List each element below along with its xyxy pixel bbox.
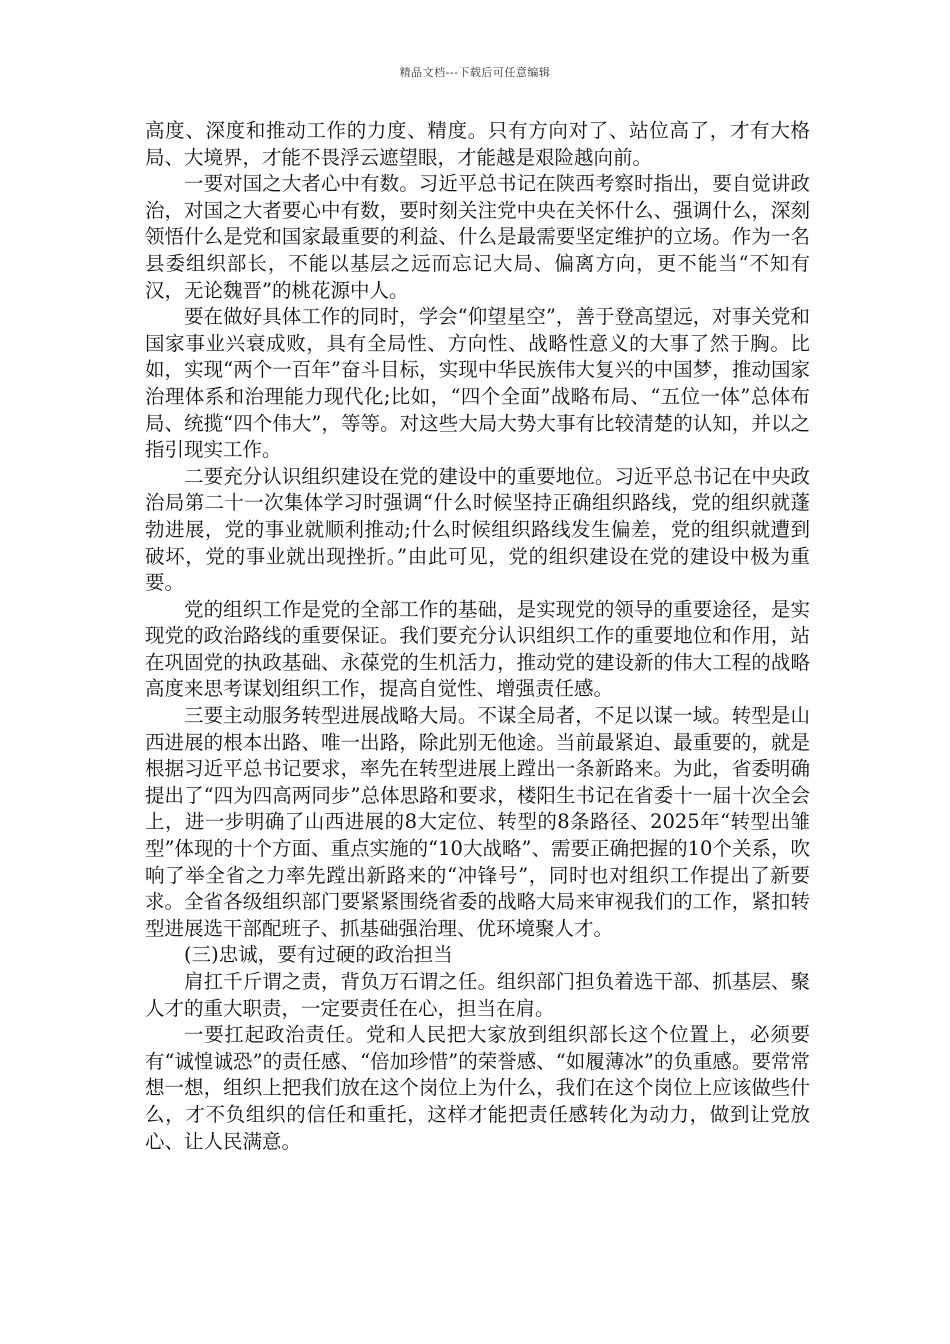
paragraph-8: 一要扛起政治责任。党和人民把大家放到组织部长这个位置上，必须要有“诚惶诚恐”的责任感、“倍加珍惜”的荣誉感、“如履薄冰”的负重感。要常常想一想，组织上把我们放在这个岗位上为什么，我们在这个岗位上应该做些什么，才不负组织的信任和重托，这样才能把责任感转化为动力，做到让党放心、让人民满意。: [145, 1023, 810, 1153]
paragraph-7: 肩扛千斤谓之责，背负万石谓之任。组织部门担负着选干部、抓基层、聚人才的重大职责，一定要责任在心，担当在肩。: [145, 970, 810, 1020]
section-heading: (三)忠诚，要有过硬的政治担当: [184, 943, 453, 967]
paragraph-3: 要在做好具体工作的同时，学会“仰望星空”，善于登高望远，对事关党和国家事业兴衰成败，具有全局性、方向性、战略性意义的大事了然于胸。比如，实现“两个一百年”奋斗目标，实现中华民族伟大复兴的中国梦，推动国家治理体系和治理能力现代化;比如，“四个全面”战略布局、“五位一体”总体布局、统揽“四个伟大”，等等。对这些大局大势大事有比较清楚的认知，并以之指引现实工作。: [145, 305, 810, 462]
paragraph-2: 一要对国之大者心中有数。习近平总书记在陕西考察时指出，要自觉讲政治，对国之大者要心中有数，要时刻关注党中央在关怀什么、强调什么，深刻领悟什么是党和国家最重要的利益、什么是最需要坚定维护的立场。作为一名县委组织部长，不能以基层之远而忘记大局、偏离方向，更不能当“不知有汉，无论魏晋”的桃花源中人。: [145, 172, 810, 302]
paragraph-5: 党的组织工作是党的全部工作的基础，是实现党的领导的重要途径，是实现党的政治路线的重要保证。我们要充分认识组织工作的重要地位和作用，站在巩固党的执政基础、永葆党的生机活力，推动党的建设新的伟大工程的战略高度来思考谋划组织工作，提高自觉性、增强责任感。: [145, 597, 810, 701]
document-body: [145, 118, 810, 1155]
paragraph-4: 二要充分认识组织建设在党的建设中的重要地位。习近平总书记在中央政治局第二十一次集体学习时强调“什么时候坚持正确组织路线，党的组织就蓬勃进展，党的事业就顺利推动;什么时候组织路线发生偏差，党的组织就遭到破坏，党的事业就出现挫折。”由此可见，党的组织建设在党的建设中极为重要。: [145, 464, 810, 595]
paragraph-1: 高度、深度和推动工作的力度、精度。只有方向对了、站位高了，才有大格局、大境界，才能不畏浮云遮望眼，才能越是艰险越向前。: [145, 119, 810, 169]
paragraph-6: 三要主动服务转型进展战略大局。不谋全局者，不足以谋一域。转型是山西进展的根本出路、唯一出路，除此别无他途。当前最紧迫、最重要的，就是根据习近平总书记要求，率先在转型进展上蹚出一条新路来。为此，省委明确提出了“四为四高两同步”总体思路和要求，楼阳生书记在省委十一届十次全会上，进一步明确了山西进展的8大定位、转型的8条路径、2025年“转型出雏型”体现的十个方面、重点实施的“10大战略”、需要正确把握的10个关系，吹响了举全省之力率先蹚出新路来的“冲锋号”，同时也对组织工作提出了新要求。全省各级组织部门要紧紧围绕省委的战略大局来审视我们的工作，紧扣转型进展选干部配班子、抓基础强治理、优环境聚人才。: [145, 704, 810, 940]
page-header: 精品文档---下载后可任意编辑: [399, 66, 551, 79]
